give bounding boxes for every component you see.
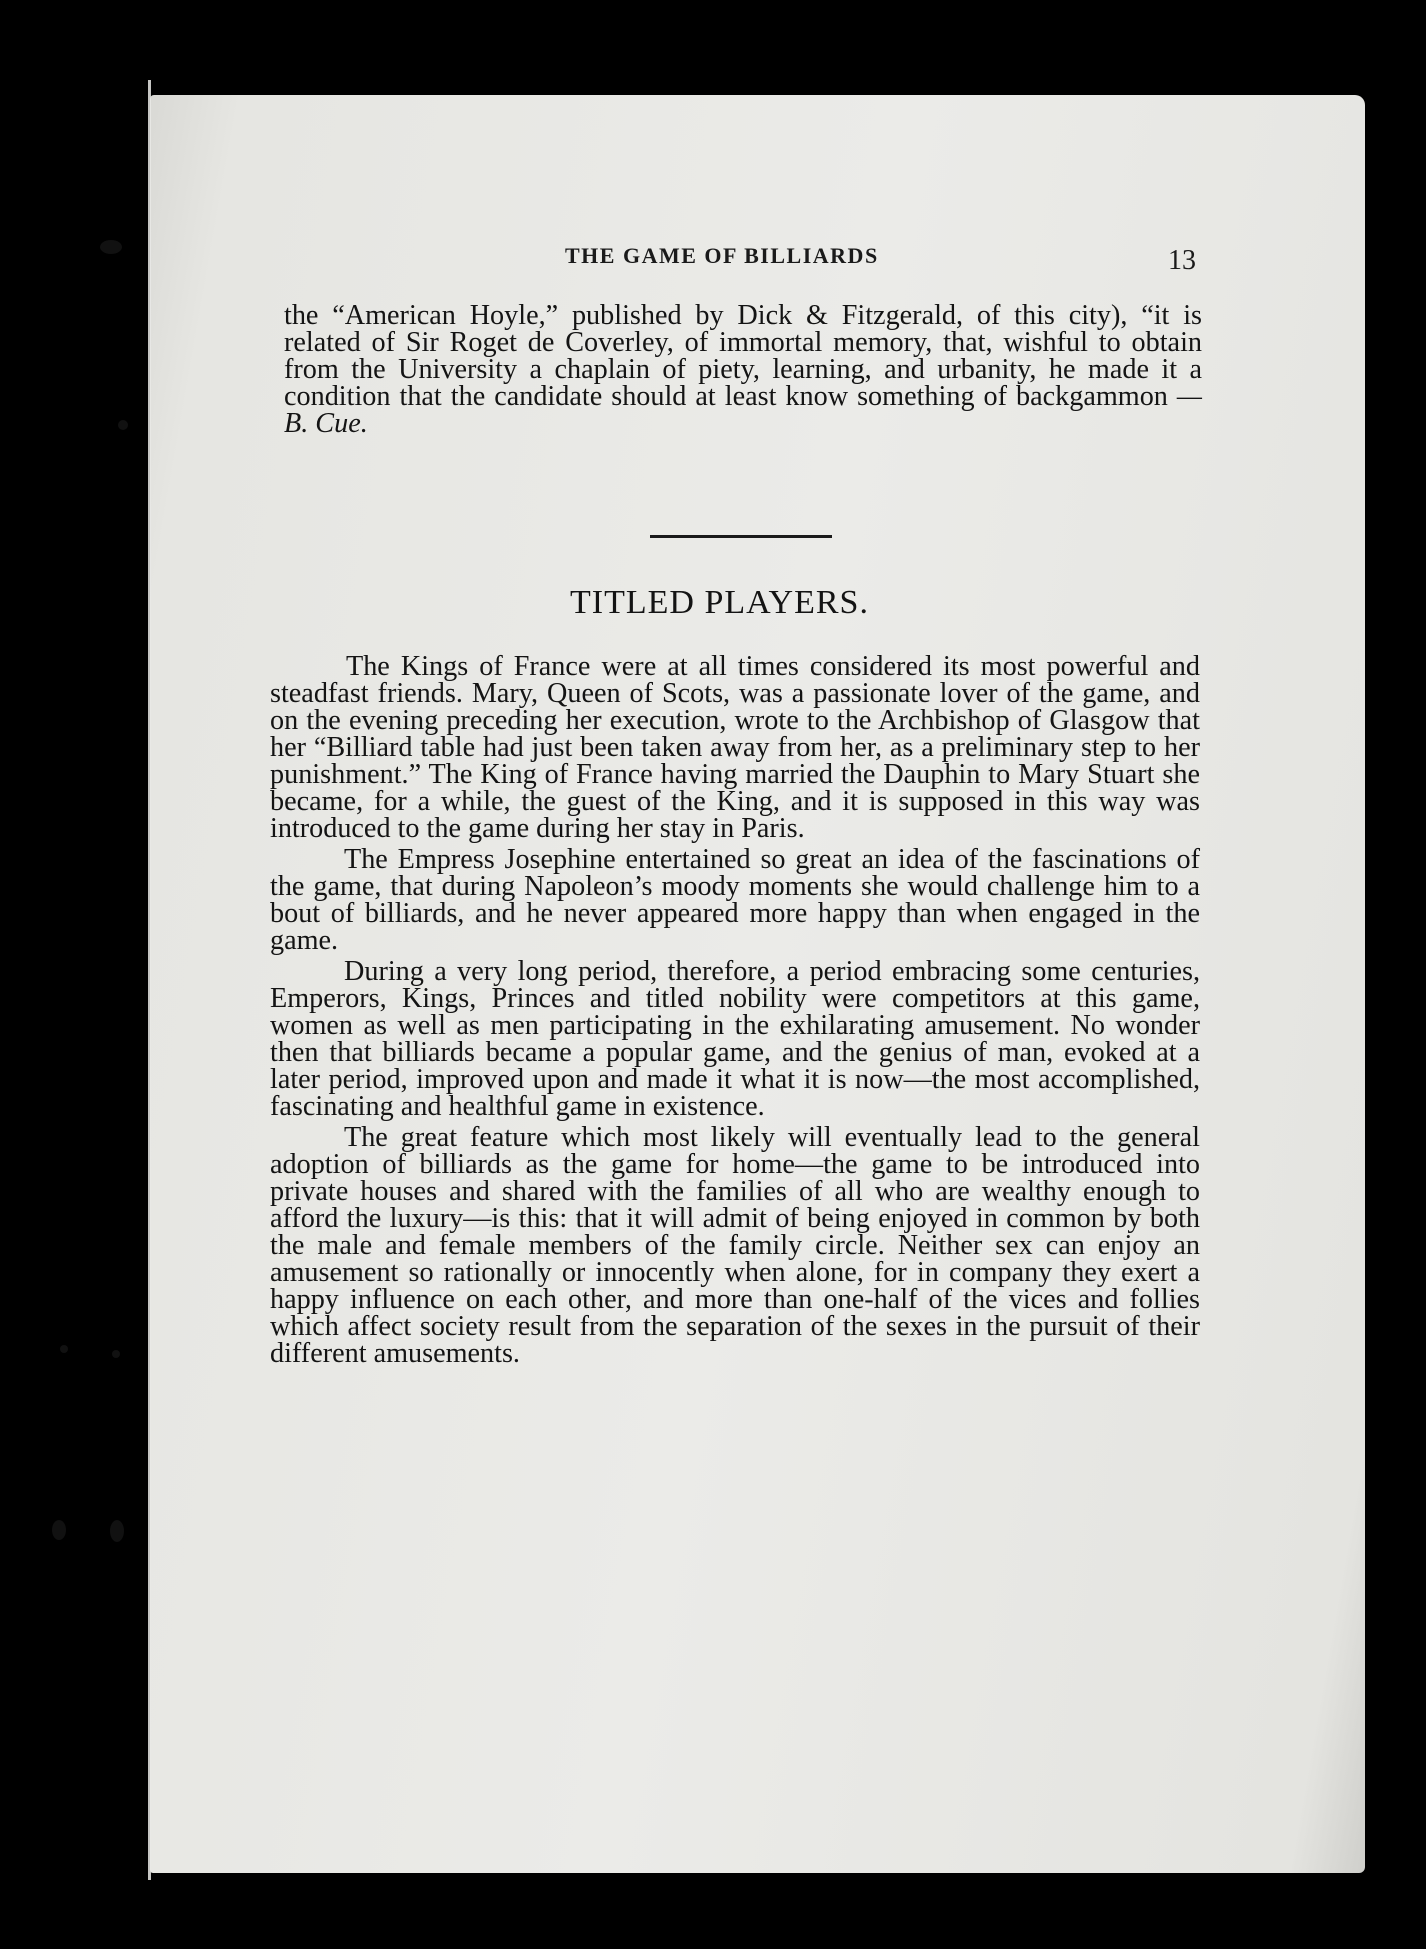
scan-speck [60, 1345, 68, 1353]
scan-speck [112, 1350, 120, 1358]
page-edge [148, 80, 151, 1880]
page-number: 13 [1168, 245, 1196, 276]
section-title: TITLED PLAYERS. [570, 584, 869, 621]
paragraph: The Kings of France were at all times considered its most powerful and steadfast friends. Mary, Queen of Scots, was a passionate lover of the game, and on the evening preceding her execution, wrote to the Archbishop of Glasgow that her “Billiard table had just been taken away from her, as a preliminary step to her punishment.” The King of France having married the Dauphin to Mary Stuart she became, for a while, the guest of the King, and it is supposed in this way was introduced to the game during her stay in Paris. [270, 651, 1200, 844]
intro-paragraph [284, 302, 1202, 437]
paragraph: The Empress Josephine entertained so great an idea of the fascinations of the game, that during Napoleon’s moody moments she would challenge him to a bout of billiards, and he never appeared more happy than when engaged in the game. [270, 844, 1200, 956]
running-head: THE GAME OF BILLIARDS [565, 243, 879, 268]
section-body [270, 653, 1200, 1367]
paragraph: The great feature which most likely will eventually lead to the general adoption of billiards as the game for home—the game to be introduced into private houses and shared with the families of all who are wealthy enough to afford the luxury—is this: that it will admit of being enjoyed in common by both the male and female members of the family circle. Neither sex can enjoy an amusement so rationally or innocently when alone, for in company they exert a happy influence on each other, and more than one-half of the vices and follies which affect society result from the separation of the sexes in the pursuit of their different amusements. [270, 1122, 1200, 1369]
scan-speck [100, 240, 122, 254]
scan-background [0, 60, 150, 1890]
section-divider [650, 535, 832, 538]
paragraph: During a very long period, therefore, a period embracing some centuries, Emperors, Kings, Princes and titled nobility were competitors at this game, women as well as men participating in the exhilarating amusement. No wonder then that billiards became a popular game, and the genius of man, evoked at a later period, improved upon and made it what it is now—the most accomplished, fascinating and healthful game in existence. [270, 956, 1200, 1122]
scan-speck [110, 1520, 124, 1542]
scan-speck [52, 1520, 66, 1540]
intro-signature: —B. Cue. [284, 381, 1202, 439]
intro-text: the “American Hoyle,” published by Dick & Fitzgerald, of this city), “it is related of Sir Roget de Coverley, of immortal memory, that, wishful to obtain from the University a chaplain of piety, learning, and urbanity, he made it a condition that the candidate should at least know something of backgammon [284, 300, 1202, 412]
scan-speck [118, 420, 128, 430]
